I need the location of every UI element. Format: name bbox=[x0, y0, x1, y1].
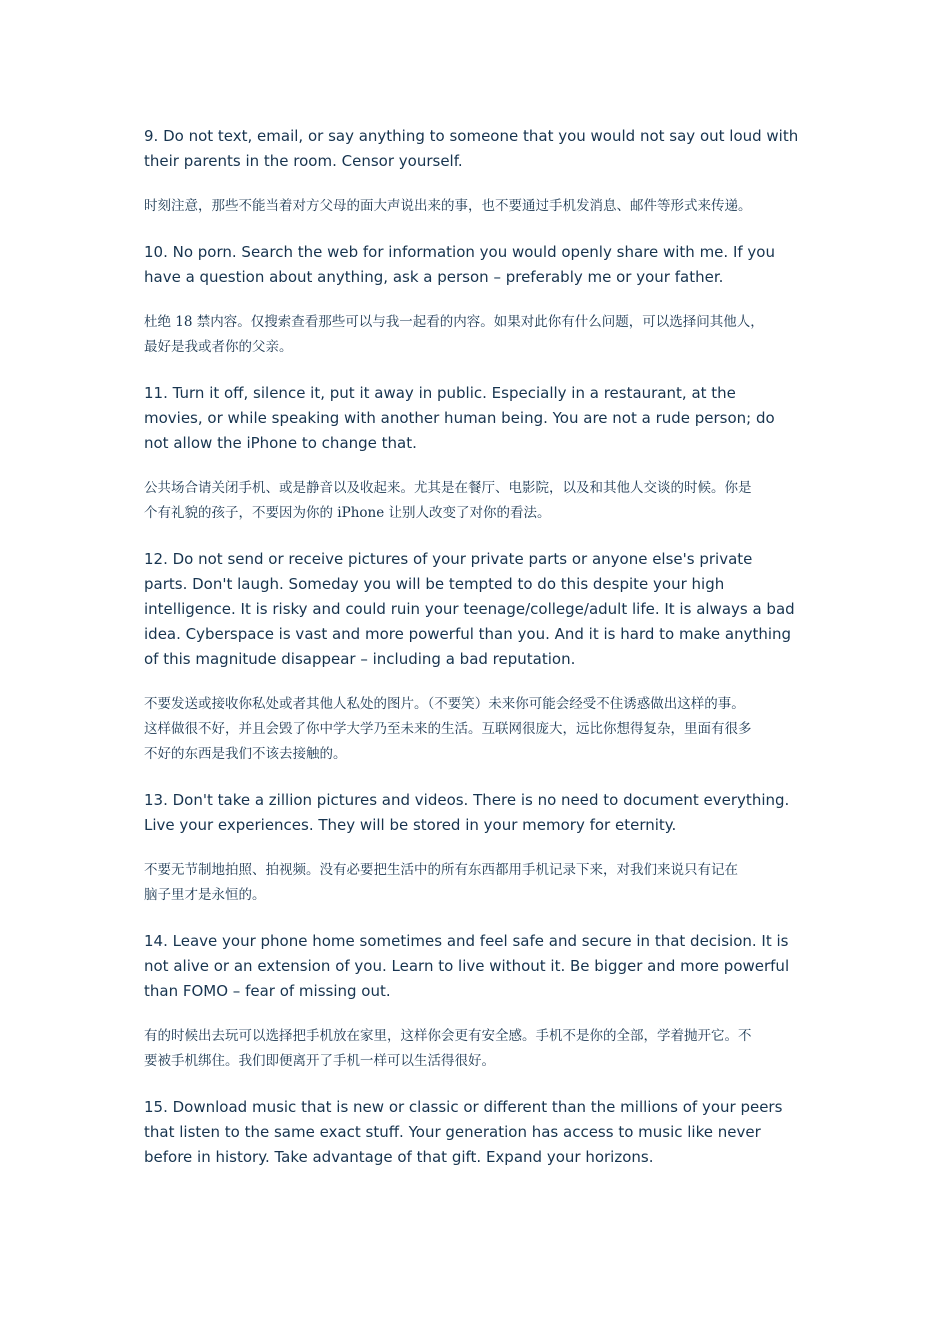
rule-9-chinese bbox=[144, 194, 816, 219]
text-line: 不要无节制地拍照、拍视频。没有必要把生活中的所有东西都用手机记录下来，对我们来说只有记在 bbox=[144, 862, 738, 878]
text-line: not allow the iPhone to change that. bbox=[144, 434, 417, 452]
text-line: 最好是我或者你的父亲。 bbox=[144, 339, 293, 355]
document-body bbox=[144, 124, 816, 1170]
text-line: parts. Don't laugh. Someday you will be tempted to do this despite your high bbox=[144, 575, 725, 593]
text-line: of this magnitude disappear – including a bad reputation. bbox=[144, 650, 576, 668]
text-line: 杜绝 18 禁内容。仅搜索查看那些可以与我一起看的内容。如果对此你有什么问题，可以选择问其他人， bbox=[144, 314, 764, 330]
text-line: Live your experiences. They will be stored in your memory for eternity. bbox=[144, 816, 677, 834]
rule-14-english bbox=[144, 929, 816, 1004]
rule-11-english bbox=[144, 381, 816, 456]
text-line: 15. Download music that is new or classic or different than the millions of your peers bbox=[144, 1098, 783, 1116]
text-line: not alive or an extension of you. Learn to live without it. Be bigger and more powerful bbox=[144, 957, 790, 975]
text-line: intelligence. It is risky and could ruin your teenage/college/adult life. It is always a bad bbox=[144, 600, 795, 618]
text-line: 公共场合请关闭手机、或是静音以及收起来。尤其是在餐厅、电影院，以及和其他人交谈的时候。你是 bbox=[144, 480, 752, 496]
text-line: 这样做很不好，并且会毁了你中学大学乃至未来的生活。互联网很庞大，远比你想得复杂，里面有很多 bbox=[144, 721, 752, 737]
text-line: than FOMO – fear of missing out. bbox=[144, 982, 391, 1000]
rule-11 bbox=[144, 381, 816, 547]
text-line: that listen to the same exact stuff. Your generation has access to music like never bbox=[144, 1123, 761, 1141]
rule-12-chinese bbox=[144, 692, 816, 767]
text-line: 脑子里才是永恒的。 bbox=[144, 887, 266, 903]
text-line: 9. Do not text, email, or say anything to someone that you would not say out loud with bbox=[144, 127, 799, 145]
text-line: 时刻注意，那些不能当着对方父母的面大声说出来的事，也不要通过手机发消息、邮件等形式来传递。 bbox=[144, 198, 752, 214]
rule-9-english bbox=[144, 124, 816, 174]
rule-12 bbox=[144, 547, 816, 788]
rule-13-chinese bbox=[144, 858, 816, 908]
text-line: their parents in the room. Censor yourself. bbox=[144, 152, 463, 170]
text-line: 个有礼貌的孩子，不要因为你的 iPhone 让别人改变了对你的看法。 bbox=[144, 505, 551, 521]
text-line: before in history. Take advantage of that gift. Expand your horizons. bbox=[144, 1148, 654, 1166]
text-line: 10. No porn. Search the web for information you would openly share with me. If you bbox=[144, 243, 775, 261]
text-line: have a question about anything, ask a person – preferably me or your father. bbox=[144, 268, 724, 286]
text-line: 有的时候出去玩可以选择把手机放在家里，这样你会更有安全感。手机不是你的全部，学着抛开它。不 bbox=[144, 1028, 752, 1044]
rule-11-chinese bbox=[144, 476, 816, 526]
rule-10 bbox=[144, 240, 816, 381]
text-line: 11. Turn it off, silence it, put it away in public. Especially in a restaurant, at the bbox=[144, 384, 736, 402]
rule-14 bbox=[144, 929, 816, 1095]
rule-15-english bbox=[144, 1095, 816, 1170]
text-line: 13. Don't take a zillion pictures and videos. There is no need to document everything. bbox=[144, 791, 790, 809]
text-line: idea. Cyberspace is vast and more powerful than you. And it is hard to make anything bbox=[144, 625, 792, 643]
rule-14-chinese bbox=[144, 1024, 816, 1074]
text-line: 12. Do not send or receive pictures of your private parts or anyone else's private bbox=[144, 550, 753, 568]
rule-13-english bbox=[144, 788, 816, 838]
rule-12-english bbox=[144, 547, 816, 672]
rule-10-chinese bbox=[144, 310, 816, 360]
text-line: movies, or while speaking with another human being. You are not a rude person; do bbox=[144, 409, 775, 427]
rule-15 bbox=[144, 1095, 816, 1170]
rule-9 bbox=[144, 124, 816, 240]
text-line: 不好的东西是我们不该去接触的。 bbox=[144, 746, 347, 762]
rule-13 bbox=[144, 788, 816, 929]
text-line: 不要发送或接收你私处或者其他人私处的图片。（不要笑）未来你可能会经受不住诱惑做出这样的事。 bbox=[144, 696, 745, 712]
text-line: 14. Leave your phone home sometimes and feel safe and secure in that decision. It is bbox=[144, 932, 789, 950]
rule-10-english bbox=[144, 240, 816, 290]
text-line: 要被手机绑住。我们即便离开了手机一样可以生活得很好。 bbox=[144, 1053, 495, 1069]
